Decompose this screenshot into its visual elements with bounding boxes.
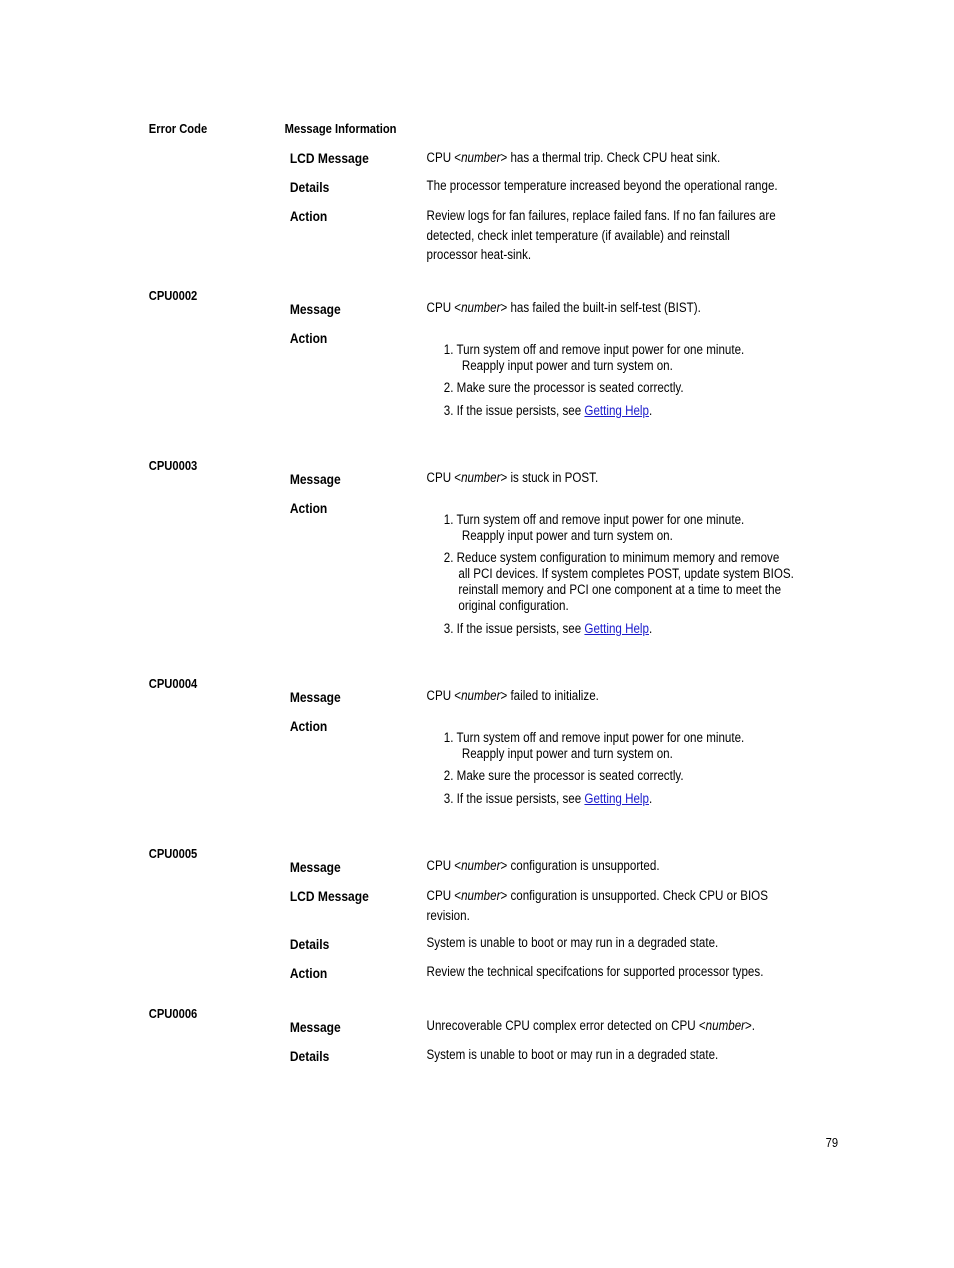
step-3: 3. If the issue persists, see Getting Help. [443,621,653,636]
column-header-error-code: Error Code [148,121,208,136]
message-text: CPU <number> failed to initialize. [426,688,599,703]
action-text: Review the technical specifcations for supported processor types. [426,964,764,979]
action-text: Review logs for fan failures, replace failed fans. If no fan failures are detected, check inlet temperature (if available) and reinstall processor heat-sink. [426,208,776,262]
error-code: CPU0005 [148,846,198,861]
error-code: CPU0004 [148,676,198,691]
details-label: Details [289,936,330,952]
message-label: Message [289,301,341,317]
lcd-message-label: LCD Message [289,888,369,904]
action-label: Action [289,965,328,981]
step-1-continued: Reapply input power and turn system on. [461,746,673,761]
details-label: Details [289,179,330,195]
message-label: Message [289,471,341,487]
details-label: Details [289,1048,330,1064]
step-1: 1. Turn system off and remove input power for one minute. [443,512,745,527]
action-label: Action [289,500,328,516]
error-code: CPU0002 [148,288,198,303]
lcd-message-text: CPU <number> has a thermal trip. Check CPU heat sink. [426,150,721,165]
action-label: Action [289,208,328,224]
step-2: 2. Make sure the processor is seated correctly. [443,768,684,783]
message-text: CPU <number> configuration is unsupported. [426,858,660,873]
step-2-continued: original configuration. [458,598,569,613]
step-1-continued: Reapply input power and turn system on. [461,358,673,373]
message-label: Message [289,859,341,875]
getting-help-link[interactable]: Getting Help [584,403,649,418]
message-label: Message [289,1019,341,1035]
message-text: CPU <number> is stuck in POST. [426,470,599,485]
error-code: CPU0003 [148,458,198,473]
step-2-continued: reinstall memory and PCI one component at a time to meet the [458,582,782,597]
page-number: 79 [825,1135,839,1150]
action-steps [444,730,745,807]
details-text: System is unable to boot or may run in a degraded state. [426,935,719,950]
details-text: System is unable to boot or may run in a degraded state. [426,1047,719,1062]
lcd-message-text: CPU <number> configuration is unsupported. Check CPU or BIOS revision. [426,888,768,923]
step-3: 3. If the issue persists, see Getting Help. [443,403,653,418]
step-2-continued: all PCI devices. If system completes POST, update system BIOS. [458,566,794,581]
step-1: 1. Turn system off and remove input power for one minute. [443,342,745,357]
step-2: 2. Make sure the processor is seated correctly. [443,380,684,395]
message-text: Unrecoverable CPU complex error detected on CPU <number>. [426,1018,756,1033]
step-1-continued: Reapply input power and turn system on. [461,528,673,543]
action-label: Action [289,330,328,346]
message-label: Message [289,689,341,705]
column-header-message-information: Message Information [284,121,397,136]
details-text: The processor temperature increased beyond the operational range. [426,178,778,193]
error-code: CPU0006 [148,1006,198,1021]
step-2: 2. Reduce system configuration to minimum memory and remove [443,550,780,565]
getting-help-link[interactable]: Getting Help [584,621,649,636]
action-label: Action [289,718,328,734]
step-3: 3. If the issue persists, see Getting Help. [443,791,653,806]
message-text: CPU <number> has failed the built-in self-test (BIST). [426,300,701,315]
step-1: 1. Turn system off and remove input power for one minute. [443,730,745,745]
action-steps [444,342,745,419]
lcd-message-label: LCD Message [289,150,369,166]
getting-help-link[interactable]: Getting Help [584,791,649,806]
action-steps [444,512,794,637]
